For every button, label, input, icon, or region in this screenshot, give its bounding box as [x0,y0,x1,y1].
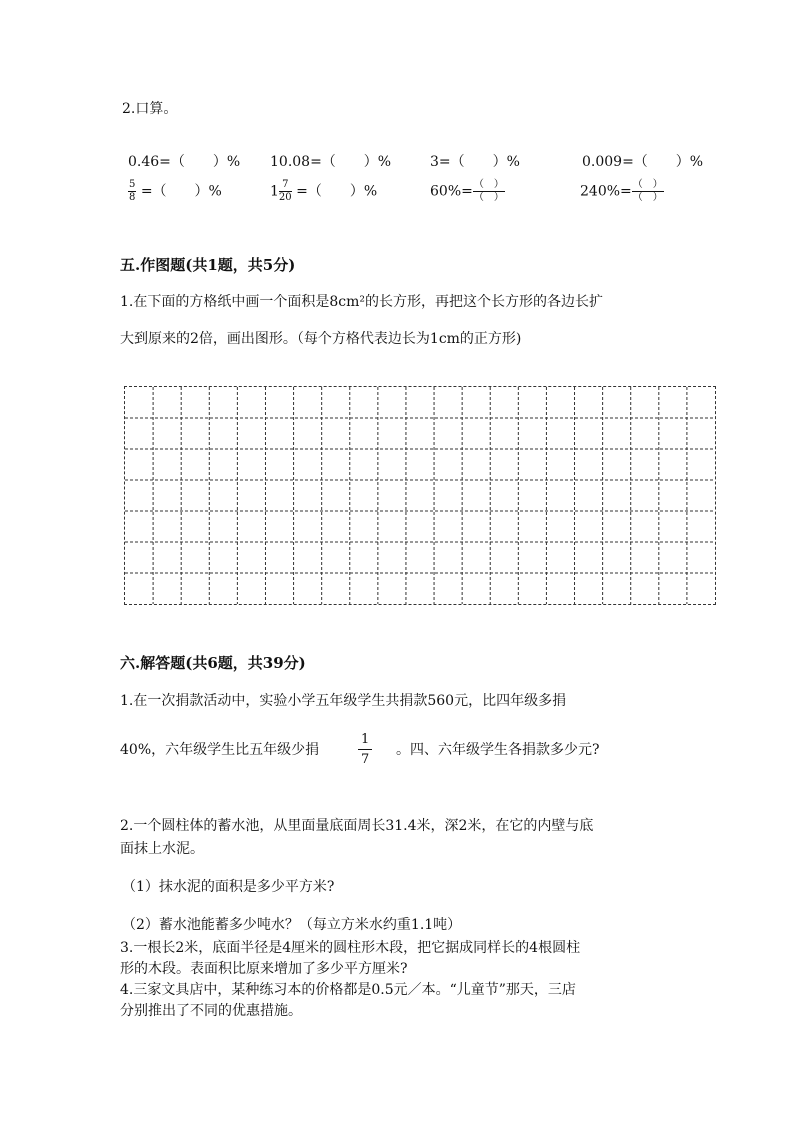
mixed-whole: 1 [270,183,279,200]
question-text: 分别推出了不同的优惠措施。 [120,1003,302,1019]
section-6-title: 六.解答题(共6题，共39分) [120,654,306,672]
question-text: 2.一个圆柱体的蓄水池，从里面量底面周长31.4米，深2米，在它的内壁与底 [120,818,594,834]
calc-item-blank-fraction: 60%= $\frac{( )}{( )}$ [430,179,504,203]
section-5-title: 五.作图题(共1题，共5分) [120,256,296,274]
question-text: 大到原来的2倍，画出图形。（每个方格代表边长为1cm的正方形) [120,331,522,347]
question-text: 1.在下面的方格纸中画一个面积是8cm²的长方形，再把这个长方形的各边长扩 [120,294,603,310]
blank-fraction: $\frac{( )}{( )}$ [632,179,663,203]
fraction-five-eighths: $\frac{5}{8}$ [129,179,136,203]
question-text: 40%，六年级学生比五年级少捐 [120,742,320,758]
calc-item: 0.46=（ ）% [128,154,241,170]
calc-item-fraction: $\frac{5}{8}$ =（ ）% [129,179,222,203]
question-text: 3.一根长2米，底面半径是4厘米的圆柱形木段，把它据成同样长的4根圆柱 [120,940,581,956]
sub-question: （1）抹水泥的面积是多少平方米? [122,879,335,895]
grid-lines [125,387,715,604]
fraction-one-seventh: $\frac{1}{7}$ [358,733,372,766]
blank-fraction: $\frac{( )}{( )}$ [473,179,504,203]
question-text: 面抹上水泥。 [120,841,204,857]
question-text: 1.在一次捐款活动中，实验小学五年级学生共捐款560元，比四年级多捐 [120,693,567,709]
calc-item-blank-fraction: 240%= $\frac{( )}{( )}$ [580,179,663,203]
calc-item: 10.08=（ ）% [270,154,392,170]
fraction-seven-twentieths: $\frac{7}{20}$ [278,179,292,203]
question-text: 4.三家文具店中，某种练习本的价格都是0.5元／本。“儿童节”那天，三店 [120,982,576,998]
calc-item: 3=（ ）% [430,154,520,170]
sub-question: （2）蓄水池能蓄多少吨水？（每立方米水约重1.1吨） [122,917,462,933]
question-text: 形的木段。表面积比原来增加了多少平方厘米? [120,961,408,977]
calc-item: 0.009=（ ）% [582,154,704,170]
calc-item-mixed-number: 1 $\frac{7}{20}$ =（ ）% [270,179,378,203]
square-grid[interactable] [124,386,716,605]
section-2-title: 2.口算。 [122,101,178,117]
question-text: 。四、六年级学生各捐款多少元? [396,742,600,758]
